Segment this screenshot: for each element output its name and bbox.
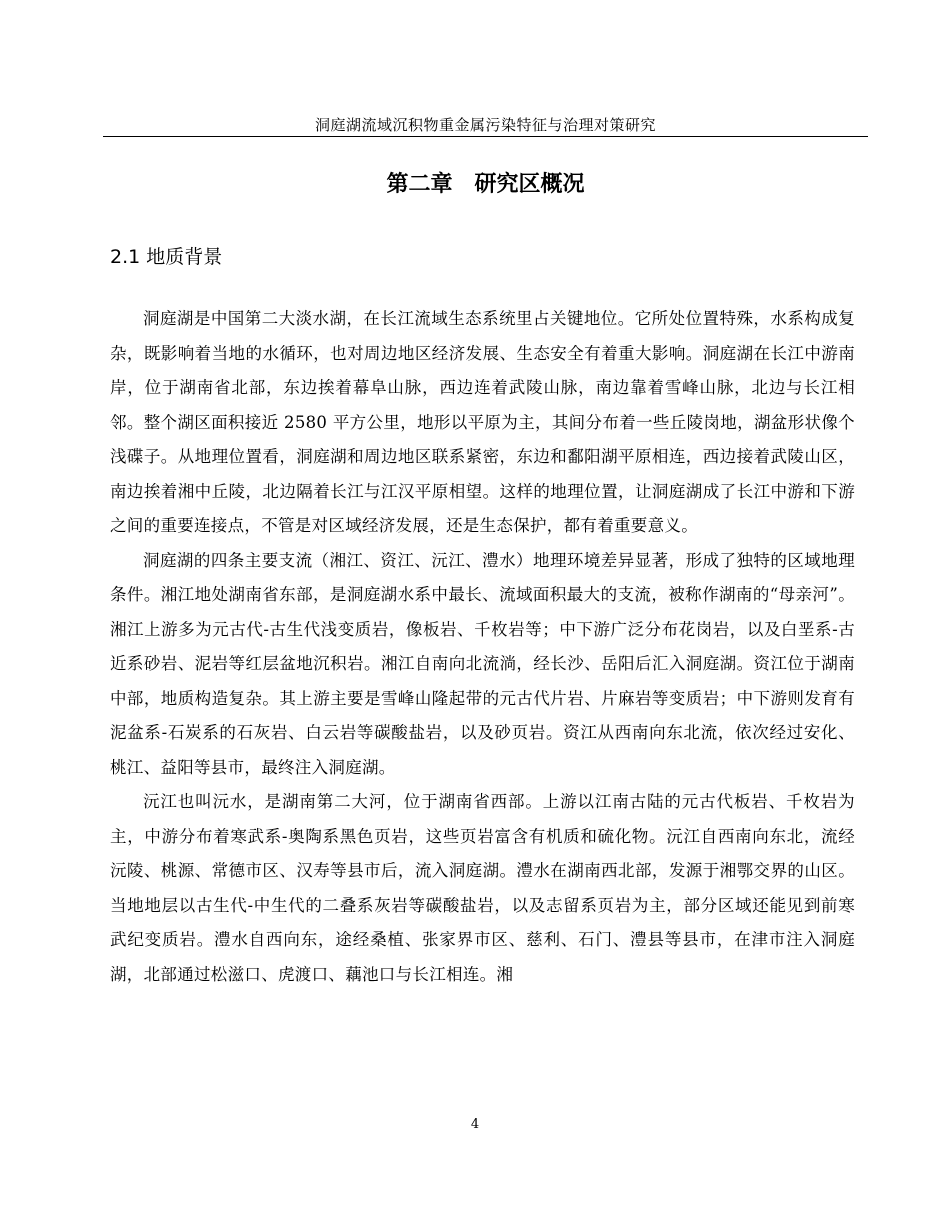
paragraph: 洞庭湖的四条主要支流（湘江、资江、沅江、澧水）地理环境差异显著，形成了独特的区域地理条件。湘江地处湖南省东部，是洞庭湖水系中最长、流域面积最大的支流，被称作湖南的“母亲河”。湘江上游多为元古代-古生代浅变质岩，像板岩、千枚岩等；中下游广泛分布花岗岩，以及白垩系-古近系砂岩、泥岩等红层盆地沉积岩。湘江自南向北流淌，经长沙、岳阳后汇入洞庭湖。资江位于湖南中部，地质构造复杂。其上游主要是雪峰山隆起带的元古代片岩、片麻岩等变质岩；中下游则发育有泥盆系-石炭系的石灰岩、白云岩等碳酸盐岩，以及砂页岩。资江从西南向东北流，依次经过安化、桃江、益阳等县市，最终注入洞庭湖。 (110, 550, 855, 777)
header-rule (103, 136, 868, 137)
page-number: 4 (470, 1117, 480, 1132)
section-heading: 2.1 地质背景 (110, 246, 223, 268)
running-header: 洞庭湖流域沉积物重金属污染特征与治理对策研究 (314, 116, 656, 134)
paragraph: 洞庭湖是中国第二大淡水湖，在长江流域生态系统里占关键地位。它所处位置特殊，水系构成复杂，既影响着当地的水循环，也对周边地区经济发展、生态安全有着重大影响。洞庭湖在长江中游南岸，位于湖南省北部，东边挨着幕阜山脉，西边连着武陵山脉，南边靠着雪峰山脉，北边与长江相邻。整个湖区面积接近 2580 平方公里，地形以平原为主，其间分布着一些丘陵岗地，湖盆形状像个浅碟子。从地理位置看，洞庭湖和周边地区联系紧密，东边和鄱阳湖平原相连，西边接着武陵山区，南边挨着湘中丘陵，北边隔着长江与江汉平原相望。这样的地理位置，让洞庭湖成了长江中游和下游之间的重要连接点，不管是对区域经济发展，还是生态保护，都有着重要意义。 (110, 309, 855, 535)
body-text (110, 302, 855, 992)
paragraph: 沅江也叫沅水，是湖南第二大河，位于湖南省西部。上游以江南古陆的元古代板岩、千枚岩为主，中游分布着寒武系-奥陶系黑色页岩，这些页岩富含有机质和硫化物。沅江自西南向东北，流经沅陵、桃源、常德市区、汉寿等县市后，流入洞庭湖。澧水在湖南西北部，发源于湘鄂交界的山区。当地地层以古生代-中生代的二叠系灰岩等碳酸盐岩，以及志留系页岩为主，部分区域还能见到前寒武纪变质岩。澧水自西向东，途经桑植、张家界市区、慈利、石门、澧县等县市，在津市注入洞庭湖，北部通过松滋口、虎渡口、藕池口与长江相连。湘 (110, 792, 855, 984)
chapter-title: 第二章 研究区概况 (386, 172, 585, 197)
